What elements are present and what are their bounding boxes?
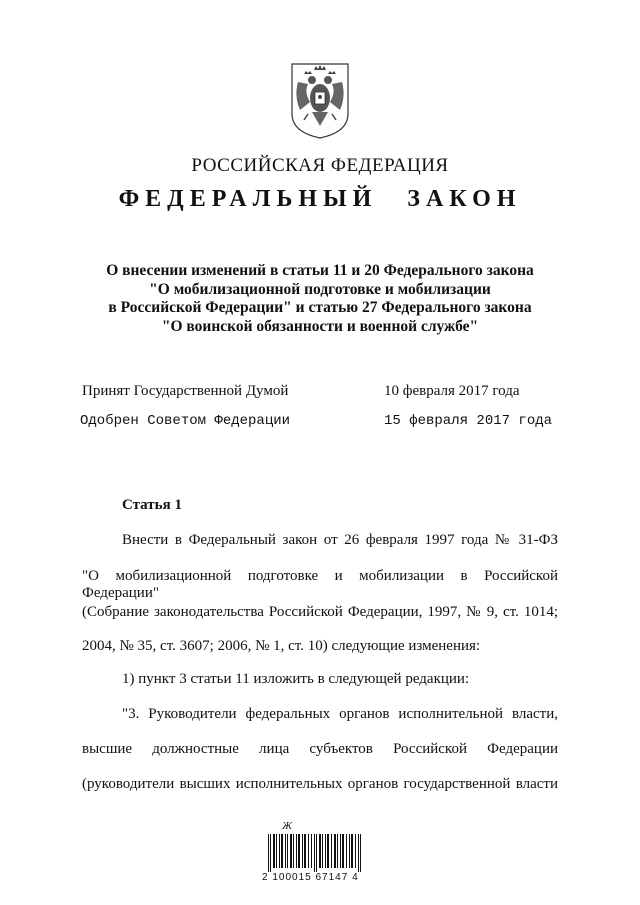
council-approval-date: 15 февраля 2017 года	[384, 413, 553, 429]
article-paragraph-line: 2004, № 35, ст. 3607; 2006, № 1, ст. 10) следующие изменения:	[82, 638, 481, 654]
duma-adoption-label: Принят Государственной Думой	[82, 383, 289, 399]
barcode-number: 2 100015 67147 4	[262, 872, 359, 883]
duma-adoption-date: 10 февраля 2017 года	[384, 383, 520, 399]
article-paragraph-line: "3. Руководители федеральных органов исполнительной власти,	[122, 706, 558, 722]
law-title-line: О внесении изменений в статьи 11 и 20 Федерального закона	[106, 262, 534, 279]
law-title-line: в Российской Федерации" и статью 27 Федерального закона	[108, 299, 532, 316]
article-heading: Статья 1	[122, 497, 182, 513]
barcode-image	[268, 834, 364, 872]
barcode-signature: Ж	[282, 820, 293, 832]
law-title-line: "О мобилизационной подготовке и мобилизации	[149, 280, 491, 298]
article-item-line: 1) пункт 3 статьи 11 изложить в следующей редакции:	[122, 671, 470, 687]
article-paragraph-line: (руководители высших исполнительных органов государственной власти	[82, 776, 558, 792]
article-paragraph-line: "О мобилизационной подготовке и мобилизации в Российской Федерации"	[82, 568, 558, 601]
article-paragraph-line: высшие должностные лица субъектов Российской Федерации	[82, 741, 558, 757]
law-title	[0, 262, 640, 336]
coat-of-arms-emblem	[290, 62, 350, 140]
law-title-line: "О воинской обязанности и военной службе"	[161, 317, 479, 335]
document-type: ФЕДЕРАЛЬНЫЙ ЗАКОН	[118, 186, 522, 212]
article-paragraph-line: Внести в Федеральный закон от 26 февраля 1997 года № 31-ФЗ	[122, 532, 558, 548]
article-paragraph-line: (Собрание законодательства Российской Федерации, 1997, № 9, ст. 1014;	[82, 604, 558, 620]
country-name: РОССИЙСКАЯ ФЕДЕРАЦИЯ	[191, 155, 449, 176]
council-approval-label: Одобрен Советом Федерации	[80, 413, 291, 429]
